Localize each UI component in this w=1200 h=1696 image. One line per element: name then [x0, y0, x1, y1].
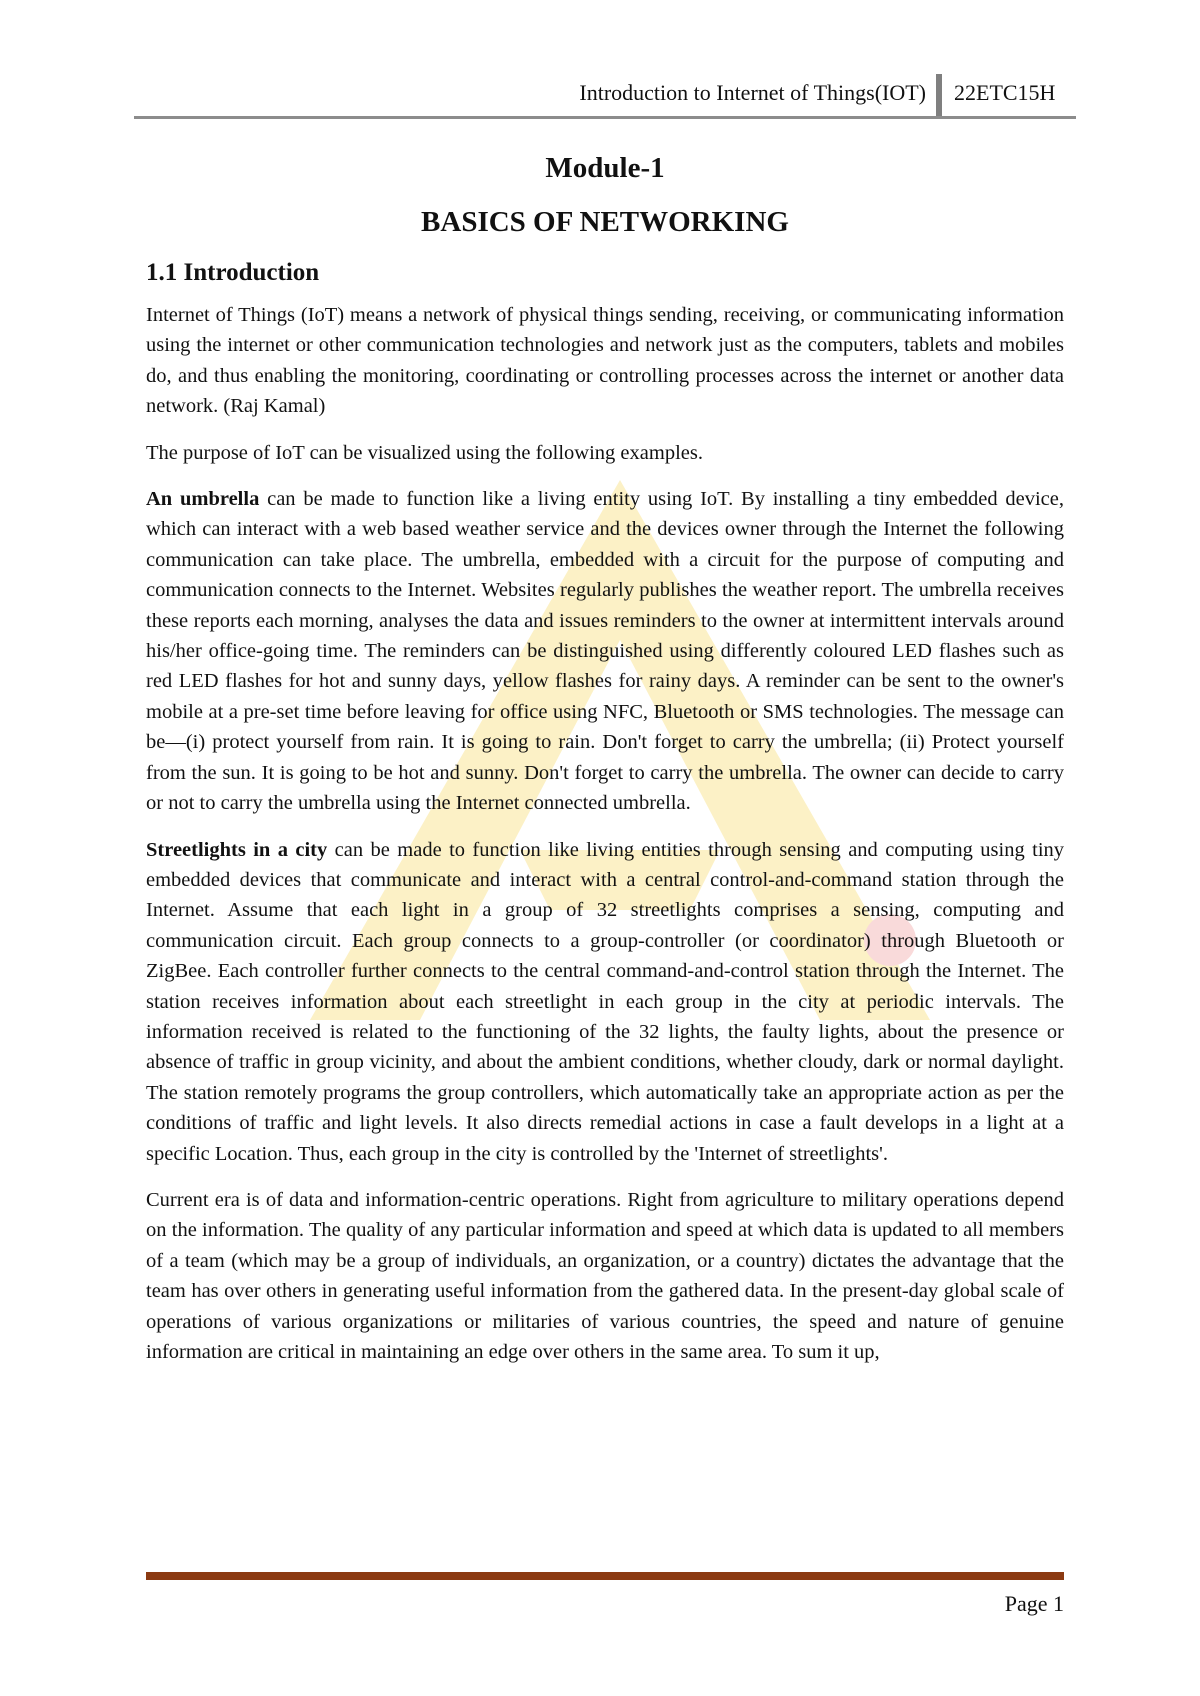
module-heading: Module-1 — [545, 152, 665, 184]
document-body — [146, 146, 1064, 1383]
umbrella-text: can be made to function like a living entity using IoT. By installing a tiny embedded device, which can interact with a web based weather service and the devices owner through the Internet the following communication can take place. The umbrella, embedded with a circuit for the purpose of computing and communication connects to the Internet. Websites regularly publishes the weather report. The umbrella receives these reports each morning, analyses the data and issues reminders to the owner at intermittent intervals around his/her office-going time. The reminders can be distinguished using differently coloured LED flashes such as red LED flashes for hot and sunny days, yellow flashes for rainy days. A reminder can be sent to the owner's mobile at a pre-set time before leaving for office using NFC, Bluetooth or SMS technologies. The message can be—(i) protect yourself from rain. It is going to rain. Don't forget to carry the umbrella; (ii) Protect yourself from the sun. It is going to be hot and sunny. Don't forget to carry the umbrella. The owner can decide to carry or not to carry the umbrella using the Internet connected umbrella. — [146, 488, 1064, 815]
header-title: Introduction to Internet of Things(IOT) — [579, 80, 926, 105]
section-heading: 1.1 Introduction — [146, 259, 320, 286]
header-rule — [134, 116, 1076, 119]
umbrella-paragraph — [146, 484, 1064, 818]
header-course-code: 22ETC15H — [954, 80, 1056, 105]
streetlights-text: can be made to function like living entities through sensing and computing using tiny embedded devices that communicate and interact with a central control-and-command station through the Internet. Assume that each light in a group of 32 streetlights comprises a sensing, computing and communication circuit. Each group connects to a group-controller (or coordinator) through Bluetooth or ZigBee. Each controller further connects to the central command-and-control station through the Internet. The station receives information about each streetlight in each group in the city at periodic intervals. The information received is related to the functioning of the 32 lights, the faulty lights, about the presence or absence of traffic in group vicinity, and about the ambient conditions, whether cloudy, dark or normal daylight. The station remotely programs the group controllers, which automatically take an appropriate action as per the conditions of traffic and light levels. It also directs remedial actions in case a fault develops in a light at a specific Location. Thus, each group in the city is controlled by the 'Internet of streetlights'. — [146, 838, 1065, 1165]
purpose-paragraph: The purpose of IoT can be visualized using the following examples. — [146, 441, 703, 464]
current-era-paragraph: Current era is of data and information-centric operations. Right from agriculture to military operations depend on the information. The quality of any particular information and speed at which data is updated to all members of a team (which may be a group of individuals, an organization, or a country) dictates the advantage that the team has over others in generating useful information from the gathered data. In the present-day global scale of operations of various organizations or militaries of various countries, the speed and nature of genuine information are critical in maintaining an edge over others in the same area. To sum it up, — [146, 1188, 1064, 1363]
intro-paragraph: Internet of Things (IoT) means a network of physical things sending, receiving, or communicating information using the internet or other communication technologies and network just as the computers, tablets and mobiles do, and thus enabling the monitoring, coordinating or controlling processes across the internet or another data network. (Raj Kamal) — [146, 304, 1064, 418]
chapter-title: BASICS OF NETWORKING — [421, 206, 789, 238]
umbrella-lead: An umbrella — [146, 488, 260, 511]
header-separator — [936, 74, 942, 116]
footer-rule — [146, 1572, 1064, 1580]
streetlights-lead: Streetlights in a city — [146, 838, 328, 861]
streetlights-paragraph — [146, 835, 1064, 1169]
page-number: Page 1 — [1004, 1591, 1064, 1616]
